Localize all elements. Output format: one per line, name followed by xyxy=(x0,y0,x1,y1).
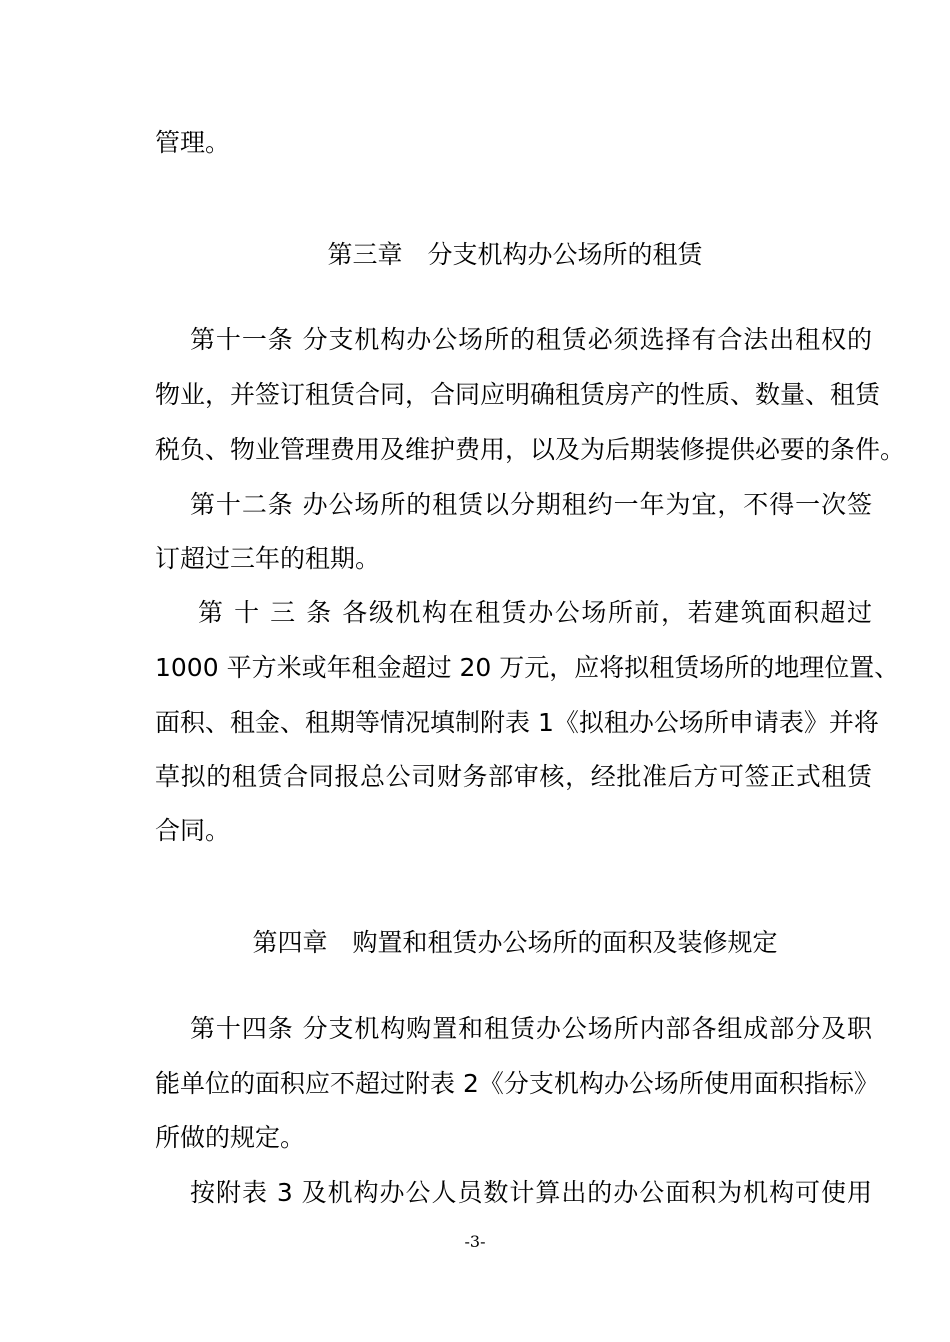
article-13-line-1: 第 十 三 条 各级机构在租赁办公场所前，若建筑面积超过 xyxy=(198,598,872,627)
paragraph-line: 按附表 3 及机构办公人员数计算出的办公面积为机构可使用 xyxy=(190,1178,872,1207)
article-12-line-1: 第十二条 办公场所的租赁以分期租约一年为宜，不得一次签 xyxy=(190,490,872,519)
article-13-line-3: 面积、租金、租期等情况填制附表 1《拟租办公场所申请表》并将 xyxy=(155,708,879,737)
article-11-line-1: 第十一条 分支机构办公场所的租赁必须选择有合法出租权的 xyxy=(190,325,872,354)
article-11-line-3: 税负、物业管理费用及维护费用，以及为后期装修提供必要的条件。 xyxy=(155,435,906,464)
chapter-three-heading: 第三章 分支机构办公场所的租赁 xyxy=(327,240,703,269)
page-number: -3- xyxy=(464,1232,486,1251)
article-11-line-2: 物业，并签订租赁合同，合同应明确租赁房产的性质、数量、租赁 xyxy=(155,380,881,409)
article-13-line-2: 1000 平方米或年租金超过 20 万元，应将拟租赁场所的地理位置、 xyxy=(155,653,900,682)
article-13-line-5: 合同。 xyxy=(155,816,231,845)
article-14-line-2: 能单位的面积应不超过附表 2《分支机构办公场所使用面积指标》 xyxy=(155,1069,879,1098)
article-14-line-1: 第十四条 分支机构购置和租赁办公场所内部各组成部分及职 xyxy=(190,1014,872,1043)
chapter-four-heading: 第四章 购置和租赁办公场所的面积及装修规定 xyxy=(252,928,778,957)
article-13-line-4: 草拟的租赁合同报总公司财务部审核，经批准后方可签正式租赁 xyxy=(155,762,872,791)
article-14-line-3: 所做的规定。 xyxy=(155,1123,306,1152)
paragraph-continuation: 管理。 xyxy=(155,128,231,157)
article-12-line-2: 订超过三年的租期。 xyxy=(155,544,381,573)
